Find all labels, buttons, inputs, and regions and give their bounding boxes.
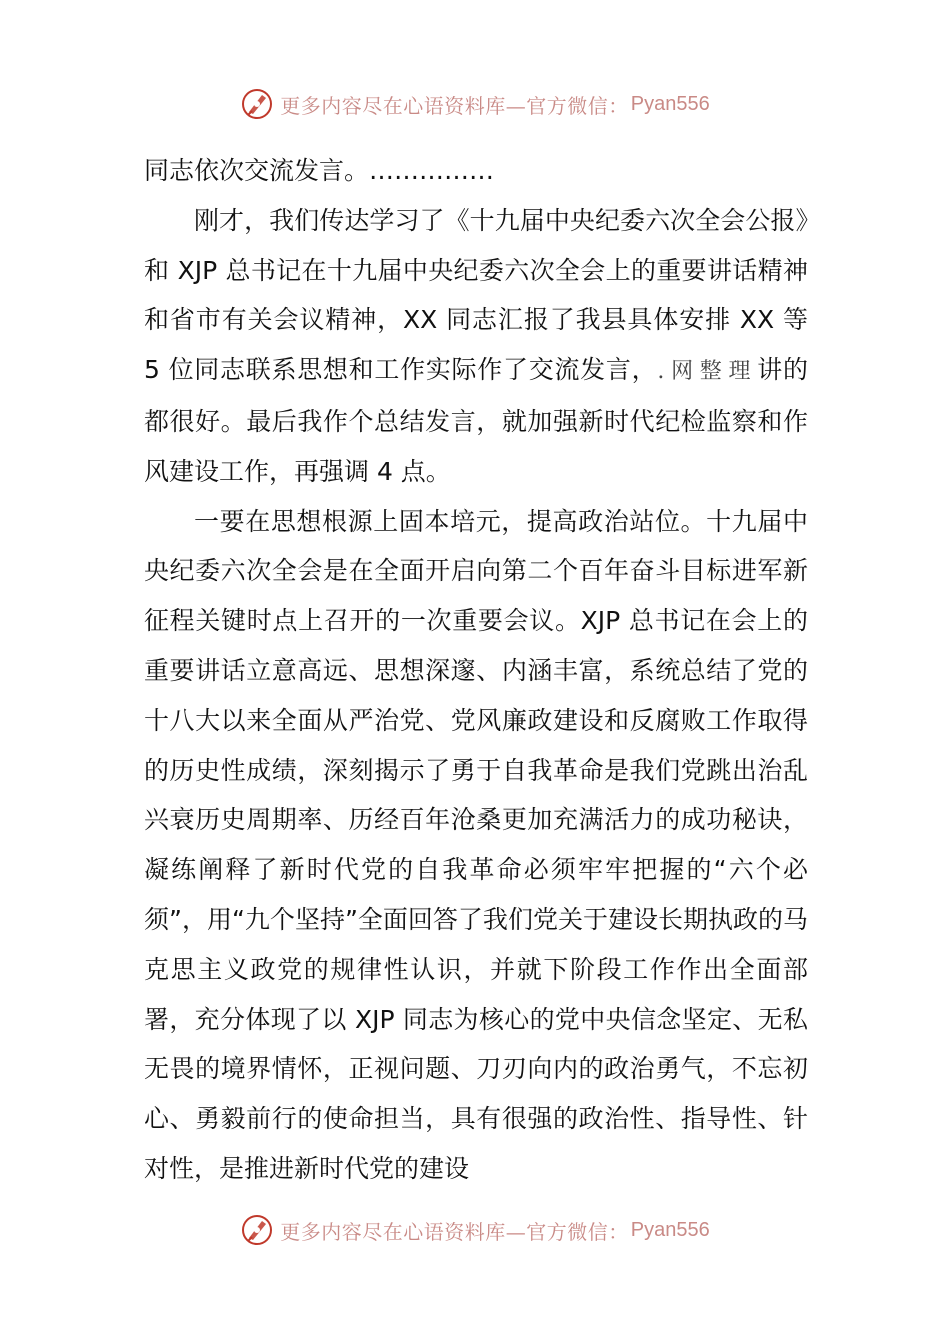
wechat-id: Pyan556 <box>630 1218 710 1241</box>
paragraph-1 <box>144 146 808 196</box>
paragraph-1-text: 同志依次交流发言。…………… <box>144 156 495 185</box>
quill-pen-logo-icon <box>240 1213 274 1247</box>
header-banner <box>0 84 950 124</box>
document-body <box>144 146 808 1194</box>
wechat-id: Pyan556 <box>630 92 710 115</box>
paragraph-3 <box>144 497 808 1194</box>
paragraph-3-text: 一要在思想根源上固本培元，提高政治站位。十九届中央纪委六次全会是在全面开启向第二个百年奋斗目标进军新征程关键时点上召开的一次重要会议。XJP 总书记在会上的重要讲话立意高远、思想深邃、内涵丰富，系统总结了党的十八大以来全面从严治党、党风廉政建设和反腐败工作取得的历史性成绩，深刻揭示了勇于自我革命是我们党跳出治乱兴衰历史周期率、历经百年沧桑更加充满活力的成功秘诀，凝练阐释了新时代党的自我革命必须牢牢把握的“六个必须”，用“九个坚持”全面回答了我们党关于建设长期执政的马克思主义政党的规律性认识，并就下阶段工作作出全面部署，充分体现了以 XJP 同志为核心的党中央信念坚定、无私无畏的境界情怀，正视问题、刀刃向内的政治勇气，不忘初心、勇毅前行的使命担当，具有很强的政治性、指导性、针对性，是推进新时代党的建设 <box>144 506 808 1183</box>
banner-text: 更多内容尽在心语资料库—官方微信： <box>280 1219 629 1244</box>
paragraph-2-text-a: 刚才，我们传达学习了《十九届中央纪委六次全会公报》和 XJP 总书记在十九届中央纪委六次全会上的重要讲话精神和省市有关会议精神，XX 同志汇报了我县具体安排 XX 等 5 位同志联系思想和工作实际作了交流发言， <box>144 205 808 385</box>
footer-banner <box>0 1210 950 1250</box>
paragraph-2-text-b: 讲的都很好。最后我作个总结发言，就加强新时代纪检监察和作风建设工作，再强调 4 点。 <box>144 355 808 486</box>
quill-pen-logo-icon <box>240 87 274 121</box>
banner-text: 更多内容尽在心语资料库—官方微信： <box>280 93 629 118</box>
watermark-note: .网整理 <box>657 359 758 385</box>
paragraph-2 <box>144 196 808 497</box>
